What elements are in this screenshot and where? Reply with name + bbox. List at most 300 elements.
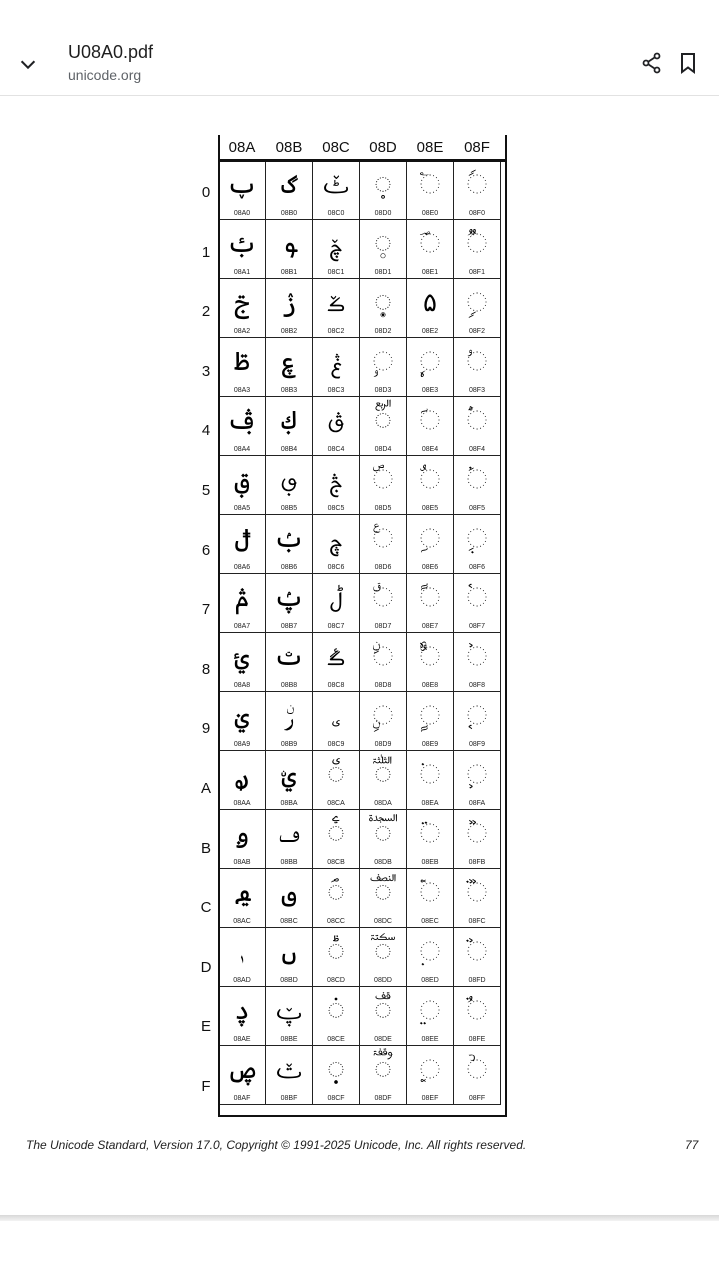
- character-cell: [454, 692, 501, 751]
- chart-row: [219, 633, 501, 692]
- character-glyph: ◌ࣲ: [466, 288, 488, 318]
- character-glyph: ◌࣫: [419, 819, 441, 849]
- character-glyph: ◌ࣚ: [373, 760, 393, 790]
- character-cell: [219, 574, 266, 633]
- character-glyph: ◌ࣹ: [466, 701, 488, 731]
- character-glyph: ࣅ: [329, 465, 343, 495]
- character-glyph: ◌ࣤ: [419, 406, 441, 436]
- character-glyph: ◌ࣼ: [466, 878, 488, 908]
- code-point-label: 08E2: [421, 328, 439, 335]
- character-glyph: ࢢ: [234, 288, 250, 318]
- character-cell: [454, 338, 501, 397]
- chart-row: [219, 456, 501, 515]
- character-glyph: ࢡ: [226, 229, 258, 259]
- character-glyph: ◌࣎: [326, 996, 346, 1026]
- code-point-label: 08D3: [374, 387, 392, 394]
- code-point-label: 08BD: [280, 977, 298, 984]
- code-point-label: 08AF: [233, 1095, 251, 1102]
- character-glyph: ࢨ: [234, 642, 250, 672]
- code-point-label: 08DA: [374, 800, 392, 807]
- code-point-label: 08C1: [327, 269, 345, 276]
- chart-row: [219, 987, 501, 1046]
- code-point-label: 08B6: [280, 564, 298, 571]
- character-glyph: ◌ࣵ: [466, 465, 488, 495]
- character-glyph: ◌࣡: [419, 229, 441, 259]
- character-cell: [266, 161, 313, 220]
- row-label: 8: [201, 660, 211, 678]
- character-glyph: ◌࣓: [372, 347, 394, 377]
- row-label: 6: [201, 541, 211, 559]
- character-cell: [266, 515, 313, 574]
- code-point-label: 08C0: [327, 210, 345, 217]
- character-cell: [266, 1046, 313, 1105]
- chart-row: [219, 161, 501, 220]
- chart-row: [219, 220, 501, 279]
- character-cell: [360, 456, 407, 515]
- character-cell: [219, 1046, 266, 1105]
- code-point-label: 08F7: [469, 623, 485, 630]
- character-cell: [360, 1046, 407, 1105]
- character-cell: [360, 692, 407, 751]
- code-point-label: 08CE: [327, 1036, 345, 1043]
- bookmark-icon: [676, 51, 700, 75]
- character-glyph: ࢭ: [239, 937, 245, 967]
- character-glyph: ࢲ: [281, 288, 297, 318]
- character-cell: [407, 279, 454, 338]
- character-cell: [407, 397, 454, 456]
- collapse-button[interactable]: [14, 50, 42, 78]
- character-cell: [360, 279, 407, 338]
- character-cell: [266, 397, 313, 456]
- character-cell: [360, 338, 407, 397]
- row-label: 2: [201, 303, 211, 321]
- code-point-label: 08E0: [421, 210, 439, 217]
- character-glyph: ◌ࣧ: [419, 583, 441, 613]
- character-glyph: ◌ࣽ: [466, 937, 488, 967]
- code-point-label: 08F2: [469, 328, 485, 335]
- chart-row: [219, 928, 501, 987]
- character-glyph: ◌ࣕ: [372, 465, 394, 495]
- chart-row: [219, 515, 501, 574]
- code-point-label: 08E4: [421, 446, 439, 453]
- code-point-label: 08F6: [469, 564, 485, 571]
- character-glyph: ◌ࣸ: [466, 642, 488, 672]
- row-label: 1: [201, 243, 211, 261]
- character-cell: [454, 220, 501, 279]
- character-glyph: ◌࣍: [326, 937, 346, 967]
- code-point-label: 08EC: [421, 918, 439, 925]
- code-point-label: 08D2: [374, 328, 392, 335]
- character-cell: [266, 338, 313, 397]
- character-glyph: ◌࣠: [419, 170, 441, 200]
- document-title: U08A0.pdf: [68, 42, 154, 62]
- code-point-label: 08EE: [421, 1036, 439, 1043]
- character-glyph: ࣇ: [329, 583, 343, 613]
- code-point-label: 08FE: [468, 1036, 486, 1043]
- character-glyph: ࣁ: [329, 229, 343, 259]
- character-cell: [407, 220, 454, 279]
- row-label: 3: [201, 362, 211, 380]
- code-point-label: 08CA: [327, 800, 345, 807]
- character-cell: [454, 279, 501, 338]
- code-point-label: 08E5: [421, 505, 439, 512]
- chart-row: [219, 279, 501, 338]
- share-icon: [640, 51, 664, 75]
- character-glyph: ࢼ: [281, 878, 297, 908]
- character-glyph: ࢳ: [281, 347, 297, 377]
- character-glyph: ◌ࣗ: [372, 583, 394, 613]
- row-label: 9: [201, 720, 211, 738]
- character-glyph: ࢣ: [234, 347, 250, 377]
- character-cell: [313, 338, 360, 397]
- row-label: 7: [201, 601, 211, 619]
- character-cell: [407, 869, 454, 928]
- character-cell: [407, 633, 454, 692]
- code-point-label: 08EB: [421, 859, 439, 866]
- character-glyph: ࢵ: [280, 465, 298, 495]
- character-cell: [360, 810, 407, 869]
- character-glyph: ◌ࣾ: [466, 996, 488, 1026]
- code-point-label: 08FA: [468, 800, 486, 807]
- code-point-label: 08B3: [280, 387, 298, 394]
- code-point-label: 08AD: [233, 977, 251, 984]
- code-point-label: 08F0: [469, 210, 485, 217]
- character-cell: [454, 751, 501, 810]
- character-glyph: ࢪ: [234, 760, 250, 790]
- character-cell: [313, 515, 360, 574]
- code-point-label: 08FD: [468, 977, 486, 984]
- code-point-label: 08C4: [327, 446, 345, 453]
- code-point-label: 08DE: [374, 1036, 392, 1043]
- code-point-label: 08B1: [280, 269, 298, 276]
- code-point-label: 08CF: [327, 1095, 345, 1102]
- character-cell: [219, 869, 266, 928]
- code-point-label: 08DF: [374, 1095, 392, 1102]
- character-glyph: ◌ࣙ: [372, 701, 394, 731]
- character-glyph: ࢶ: [273, 524, 305, 554]
- code-point-label: 08D5: [374, 505, 392, 512]
- chart-row: [219, 751, 501, 810]
- character-glyph: ◌࣬: [419, 878, 441, 908]
- code-point-label: 08B5: [280, 505, 298, 512]
- character-glyph: ◌ࣖ: [372, 524, 394, 554]
- character-cell: [313, 456, 360, 515]
- share-button[interactable]: [640, 51, 664, 75]
- code-point-label: 08C9: [327, 741, 345, 748]
- row-label: 0: [201, 184, 211, 201]
- chart-row: [219, 338, 501, 397]
- character-glyph: ࢤ: [226, 406, 258, 436]
- character-glyph: ࢰ: [281, 170, 297, 200]
- character-cell: [313, 692, 360, 751]
- character-cell: [219, 751, 266, 810]
- code-point-label: 08A5: [233, 505, 251, 512]
- code-point-label: 08C3: [327, 387, 345, 394]
- character-glyph: ◌࣒: [373, 288, 393, 318]
- code-point-label: 08A0: [233, 210, 251, 217]
- character-cell: [266, 987, 313, 1046]
- code-point-label: 08F3: [469, 387, 485, 394]
- character-cell: [219, 987, 266, 1046]
- code-point-label: 08F4: [469, 446, 485, 453]
- code-point-label: 08D6: [374, 564, 392, 571]
- character-glyph: ◌ࣰ: [466, 170, 488, 200]
- code-point-label: 08A1: [233, 269, 251, 276]
- character-cell: [266, 633, 313, 692]
- column-header: 08E: [416, 139, 444, 156]
- character-cell: [219, 279, 266, 338]
- character-cell: [407, 1046, 454, 1105]
- code-point-label: 08F9: [469, 741, 485, 748]
- character-glyph: ࢮ: [234, 996, 250, 1026]
- chart-row: [219, 397, 501, 456]
- code-point-label: 08FF: [468, 1095, 486, 1102]
- character-glyph: ࢱ: [281, 229, 297, 259]
- character-glyph: ◌ࣥ: [419, 465, 441, 495]
- row-label: B: [200, 839, 211, 857]
- character-glyph: ◌ࣝ: [373, 937, 393, 967]
- character-cell: [266, 220, 313, 279]
- character-glyph: ◌࣊: [326, 760, 346, 790]
- character-cell: [313, 633, 360, 692]
- column-header-row: [219, 135, 501, 161]
- character-glyph: ࣃ: [330, 347, 342, 377]
- character-cell: [454, 1046, 501, 1105]
- code-point-label: 08B4: [280, 446, 298, 453]
- character-cell: [407, 692, 454, 751]
- code-point-label: 08B9: [280, 741, 298, 748]
- character-cell: [266, 456, 313, 515]
- character-glyph: ◌ࣘ: [372, 642, 394, 672]
- character-glyph: ◌ࣨ: [419, 642, 441, 672]
- code-point-label: 08A8: [233, 682, 251, 689]
- character-cell: [219, 161, 266, 220]
- character-glyph: ࢿ: [276, 1055, 302, 1085]
- code-chart-table: [218, 135, 501, 1105]
- row-label: F: [201, 1078, 211, 1095]
- character-glyph: ࢴ: [281, 406, 297, 436]
- character-glyph: ◌࣪: [419, 760, 441, 790]
- character-glyph: ◌࣮: [419, 996, 441, 1026]
- grid-header-border: [505, 135, 507, 160]
- character-glyph: ◌ࣳ: [466, 347, 488, 377]
- character-cell: [360, 751, 407, 810]
- code-point-label: 08A3: [233, 387, 251, 394]
- column-header: 08B: [275, 139, 303, 156]
- character-cell: [454, 928, 501, 987]
- code-point-label: 08BE: [280, 1036, 298, 1043]
- code-point-label: 08D8: [374, 682, 392, 689]
- column-header: 08F: [464, 139, 490, 156]
- character-glyph: ࢫ: [234, 819, 250, 849]
- code-point-label: 08EA: [421, 800, 439, 807]
- character-cell: [266, 751, 313, 810]
- row-label: A: [200, 780, 211, 797]
- character-cell: [360, 987, 407, 1046]
- page-number: 77: [685, 1138, 699, 1152]
- code-point-label: 08E9: [421, 741, 439, 748]
- character-cell: [313, 279, 360, 338]
- character-cell: [219, 928, 266, 987]
- code-point-label: 08A6: [233, 564, 251, 571]
- character-cell: [313, 161, 360, 220]
- chevron-down-icon: [17, 53, 39, 75]
- character-cell: [266, 869, 313, 928]
- character-cell: [454, 397, 501, 456]
- character-cell: [407, 161, 454, 220]
- character-glyph: ◌ࣿ: [466, 1055, 488, 1085]
- character-cell: [219, 338, 266, 397]
- character-glyph: ࣈ: [326, 642, 346, 672]
- column-header: 08C: [322, 139, 350, 156]
- character-glyph: ◌ࣦ: [419, 524, 441, 554]
- code-point-label: 08A2: [233, 328, 251, 335]
- character-cell: [454, 869, 501, 928]
- character-glyph: ࢥ: [234, 465, 250, 495]
- character-cell: [313, 869, 360, 928]
- character-glyph: ◌ࣜ: [373, 878, 393, 908]
- code-point-label: 08E1: [421, 269, 439, 276]
- character-cell: [407, 338, 454, 397]
- character-glyph: ◌࣋: [326, 819, 346, 849]
- row-label: D: [200, 958, 212, 976]
- chart-row: [219, 692, 501, 751]
- character-glyph: ࢸ: [273, 642, 305, 672]
- code-point-label: 08F5: [469, 505, 485, 512]
- character-cell: [360, 574, 407, 633]
- character-glyph: ࢩ: [234, 701, 250, 731]
- character-cell: [219, 220, 266, 279]
- code-point-label: 08C2: [327, 328, 345, 335]
- character-cell: [360, 397, 407, 456]
- character-glyph: ◌࣐: [373, 170, 393, 200]
- code-point-label: 08DB: [374, 859, 392, 866]
- character-glyph: ◌࣏: [326, 1055, 346, 1085]
- code-point-label: 08EF: [421, 1095, 439, 1102]
- character-glyph: ◌࣌: [326, 878, 346, 908]
- character-cell: [454, 515, 501, 574]
- document-source: unicode.org: [68, 67, 142, 83]
- character-glyph: ◌ࣶ: [466, 524, 488, 554]
- code-point-label: 08A9: [233, 741, 251, 748]
- character-cell: [454, 456, 501, 515]
- character-cell: [454, 987, 501, 1046]
- character-cell: [454, 574, 501, 633]
- character-glyph: ◌ࣛ: [373, 819, 393, 849]
- character-glyph: ◌ࣻ: [466, 819, 488, 849]
- character-cell: [266, 928, 313, 987]
- character-cell: [313, 928, 360, 987]
- code-point-label: 08ED: [421, 977, 439, 984]
- code-point-label: 08D1: [374, 269, 392, 276]
- character-cell: [313, 1046, 360, 1105]
- code-point-label: 08E3: [421, 387, 439, 394]
- code-point-label: 08BA: [280, 800, 298, 807]
- character-glyph: ◌ࣔ: [373, 406, 393, 436]
- character-glyph: ࣉ: [331, 701, 341, 731]
- character-cell: [313, 574, 360, 633]
- code-point-label: 08FB: [468, 859, 486, 866]
- character-glyph: ◌࣭: [419, 937, 441, 967]
- code-point-label: 08CD: [327, 977, 345, 984]
- character-cell: [313, 751, 360, 810]
- code-point-label: 08F1: [469, 269, 485, 276]
- top-app-bar: [0, 0, 719, 96]
- chart-row: [219, 869, 501, 928]
- character-cell: [313, 987, 360, 1046]
- code-point-label: 08D9: [374, 741, 392, 748]
- character-glyph: ۵: [423, 288, 437, 318]
- character-cell: [219, 633, 266, 692]
- character-glyph: ࢻ: [278, 819, 300, 849]
- row-label: C: [200, 899, 212, 917]
- character-glyph: ࢺ: [281, 760, 297, 790]
- character-cell: [219, 810, 266, 869]
- character-glyph: ◌࣯: [419, 1055, 441, 1085]
- character-glyph: ࢦ: [234, 524, 250, 554]
- character-glyph: ࢷ: [273, 583, 305, 613]
- chart-row: [219, 810, 501, 869]
- code-chart-grid: [218, 135, 501, 1105]
- code-point-label: 08D7: [374, 623, 392, 630]
- code-point-label: 08A7: [233, 623, 251, 630]
- character-cell: [266, 574, 313, 633]
- character-glyph: ◌ࣺ: [466, 760, 488, 790]
- code-point-label: 08E7: [421, 623, 439, 630]
- chart-row: [219, 1046, 501, 1105]
- character-glyph: ◌ࣞ: [373, 996, 393, 1026]
- character-cell: [266, 692, 313, 751]
- character-cell: [407, 810, 454, 869]
- character-cell: [407, 456, 454, 515]
- character-cell: [360, 161, 407, 220]
- code-point-label: 08F8: [469, 682, 485, 689]
- code-point-label: 08D4: [374, 446, 392, 453]
- character-glyph: ࢯ: [226, 1055, 258, 1085]
- page-separator: [0, 1215, 719, 1221]
- character-glyph: ࢠ: [226, 170, 258, 200]
- row-label: 4: [201, 422, 211, 440]
- bookmark-button[interactable]: [676, 51, 700, 75]
- code-point-label: 08C5: [327, 505, 345, 512]
- character-glyph: ࣀ: [323, 170, 349, 200]
- character-cell: [407, 987, 454, 1046]
- code-point-label: 08BB: [280, 859, 298, 866]
- character-glyph: ◌ࣣ: [419, 347, 441, 377]
- character-cell: [360, 220, 407, 279]
- code-point-label: 08D0: [374, 210, 392, 217]
- character-cell: [360, 869, 407, 928]
- column-header: 08A: [228, 139, 256, 156]
- code-point-label: 08BC: [280, 918, 298, 925]
- chart-row: [219, 574, 501, 633]
- character-glyph: ◌ࣴ: [466, 406, 488, 436]
- character-cell: [219, 515, 266, 574]
- character-cell: [407, 515, 454, 574]
- footer-copyright: The Unicode Standard, Version 17.0, Copyright © 1991-2025 Unicode, Inc. All rights reserved.: [26, 1138, 527, 1152]
- character-cell: [360, 515, 407, 574]
- character-glyph: ࢾ: [276, 996, 302, 1026]
- character-cell: [313, 397, 360, 456]
- row-label: E: [200, 1018, 211, 1036]
- column-header: 08D: [369, 139, 397, 156]
- code-point-label: 08FC: [468, 918, 486, 925]
- character-glyph: ◌ࣩ: [419, 701, 441, 731]
- code-point-label: 08C6: [327, 564, 345, 571]
- code-point-label: 08E6: [421, 564, 439, 571]
- character-cell: [313, 220, 360, 279]
- code-point-label: 08C8: [327, 682, 345, 689]
